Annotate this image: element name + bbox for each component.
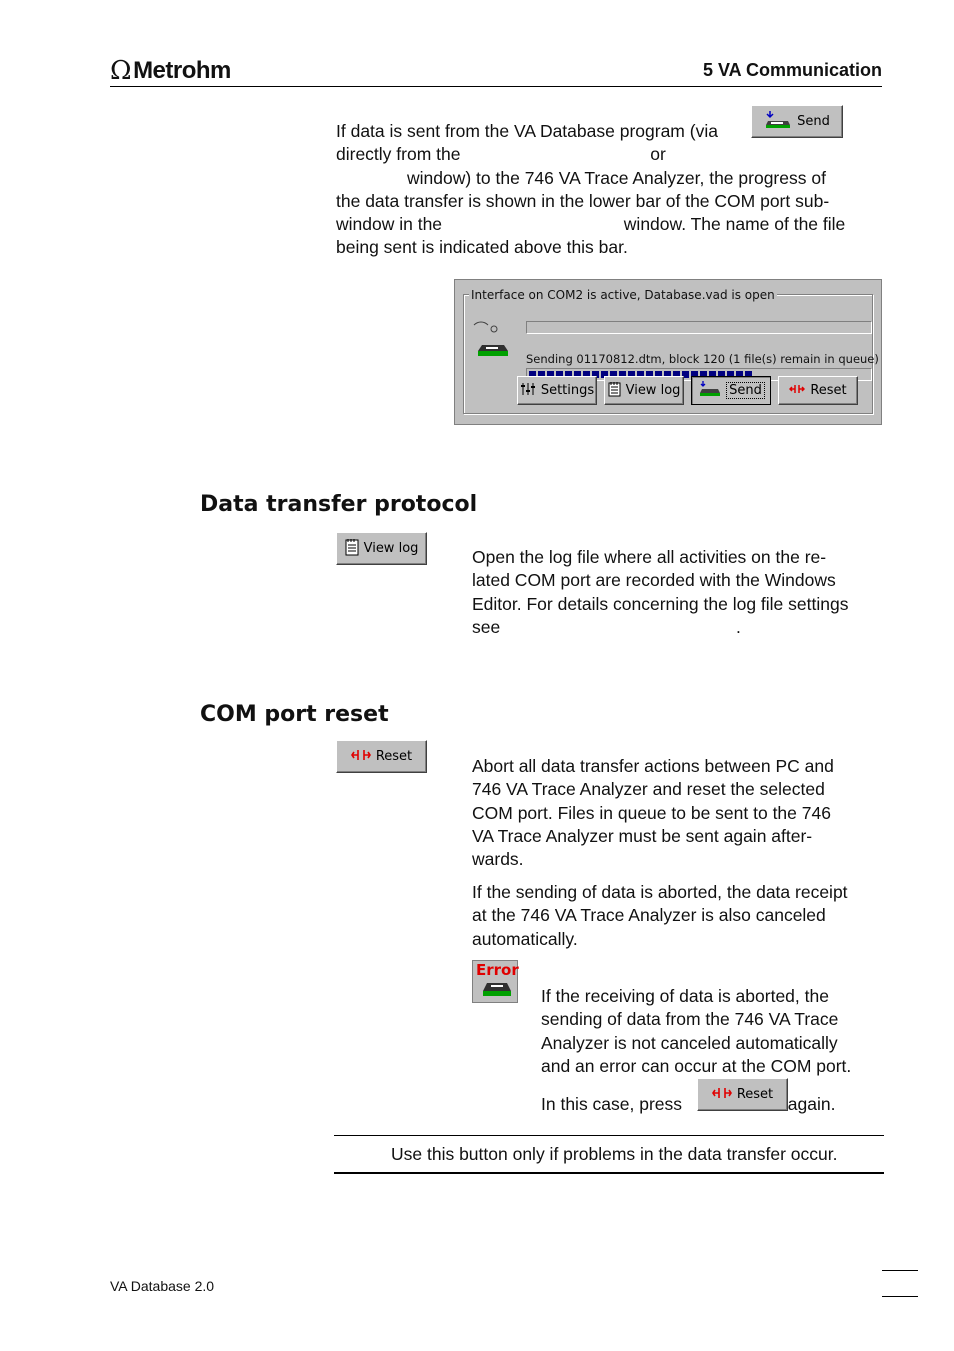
view-log-label: View log — [625, 383, 681, 398]
view-log-button[interactable] — [336, 532, 427, 565]
group-title: Interface on COM2 is active, Database.vad is open — [471, 288, 775, 302]
section2-paragraph3 — [541, 985, 891, 1078]
s2-p1-line5: wards. — [472, 849, 524, 870]
reset-icon — [351, 747, 371, 767]
section1-line3: Editor. For details concerning the log file settings — [472, 593, 849, 614]
com-port-panel — [454, 279, 882, 425]
footer-text: VA Database 2.0 — [110, 1278, 215, 1294]
note-rule-bottom — [334, 1172, 884, 1174]
section1-paragraph — [472, 546, 892, 639]
section1-line2: lated COM port are recorded with the Windows — [472, 570, 836, 591]
s2-p4a: In this case, press — [541, 1094, 683, 1114]
s2-p3-line4: and an error can occur at the COM port. — [541, 1055, 852, 1076]
reset-label: Reset — [810, 383, 847, 398]
intro-line3: window) to the 746 VA Trace Analyzer, the progress of — [407, 167, 826, 188]
send-button-panel[interactable] — [691, 376, 771, 405]
page-rule-bottom — [882, 1296, 918, 1297]
s2-p1-line2: 746 VA Trace Analyzer and reset the selected — [472, 779, 825, 800]
send-label: Send — [729, 383, 762, 398]
section-title-com-reset: COM port reset — [200, 702, 389, 727]
view-log-button-panel[interactable] — [604, 376, 684, 405]
intro-line2a: directly from the — [336, 144, 461, 165]
s2-p1-line3: COM port. Files in queue to be sent to the 746 — [472, 802, 831, 823]
upper-progress-bar — [526, 321, 872, 334]
page-rule-top — [882, 1270, 918, 1271]
section2-paragraph1 — [472, 755, 892, 871]
intro-line5a: window in the — [336, 214, 443, 235]
section2-paragraph2 — [472, 881, 892, 951]
section1-line1: Open the log file where all activities on the re- — [472, 547, 827, 567]
section1-line4b: . — [735, 616, 741, 637]
notepad-icon — [345, 538, 359, 560]
section2-paragraph4 — [541, 1093, 835, 1116]
settings-button[interactable] — [517, 376, 597, 405]
notepad-icon — [608, 381, 621, 401]
send-icon — [764, 109, 792, 135]
s2-p3-line1: If the receiving of data is aborted, the — [541, 986, 829, 1006]
intro-line2b: or — [650, 144, 666, 165]
reset-button-panel[interactable] — [778, 376, 858, 405]
reset-icon — [712, 1085, 732, 1105]
s2-p2-line3: automatically. — [472, 928, 578, 949]
metrohm-logo — [110, 56, 231, 86]
error-label: Error — [476, 961, 519, 979]
interface-group — [463, 294, 879, 414]
logo-text: Metrohm — [133, 57, 231, 84]
intro-line5b: window. The name of the file — [623, 214, 846, 235]
error-icon — [472, 960, 518, 1003]
s2-p3-line3: Analyzer is not canceled automatically — [541, 1032, 838, 1053]
s2-p2-line1: If the sending of data is aborted, the data receipt — [472, 882, 848, 902]
sending-status: Sending 01170812.dtm, block 120 (1 file(s) remain in queue) — [526, 352, 879, 366]
send-label: Send — [797, 114, 830, 129]
s2-p1-line1: Abort all data transfer actions between PC and — [472, 756, 834, 776]
send-icon — [698, 380, 722, 402]
s2-p4b: again. — [787, 1094, 836, 1114]
intro-line4: the data transfer is shown in the lower bar of the COM port sub- — [336, 190, 830, 211]
reset-label: Reset — [736, 1087, 774, 1102]
s2-p1-line4: VA Trace Analyzer must be sent again after- — [472, 825, 813, 846]
section-title-data-transfer: Data transfer protocol — [200, 492, 478, 517]
settings-label: Settings — [540, 383, 595, 398]
reset-button[interactable] — [336, 740, 427, 773]
intro-line1a: If data is sent from the VA Database program (via — [336, 121, 718, 141]
sliders-icon — [520, 382, 536, 400]
reset-label: Reset — [375, 749, 413, 764]
s2-p3-line2: sending of data from the 746 VA Trace — [541, 1009, 839, 1030]
view-log-label: View log — [363, 541, 419, 556]
section1-line4a: see — [472, 616, 501, 637]
chapter-title: 5 VA Communication — [702, 60, 882, 80]
send-button-inline[interactable] — [751, 105, 843, 138]
device-icon — [472, 319, 512, 366]
intro-paragraph — [336, 120, 876, 260]
note-rule-top — [334, 1135, 884, 1136]
note-text: Use this button only if problems in the data transfer occur. — [391, 1144, 838, 1164]
s2-p2-line2: at the 746 VA Trace Analyzer is also canceled — [472, 905, 826, 926]
omega-icon: Ω — [110, 56, 132, 86]
reset-button-inline[interactable] — [697, 1078, 788, 1111]
header-rule — [110, 86, 882, 87]
reset-icon — [789, 382, 805, 400]
intro-line6: being sent is indicated above this bar. — [336, 237, 628, 258]
